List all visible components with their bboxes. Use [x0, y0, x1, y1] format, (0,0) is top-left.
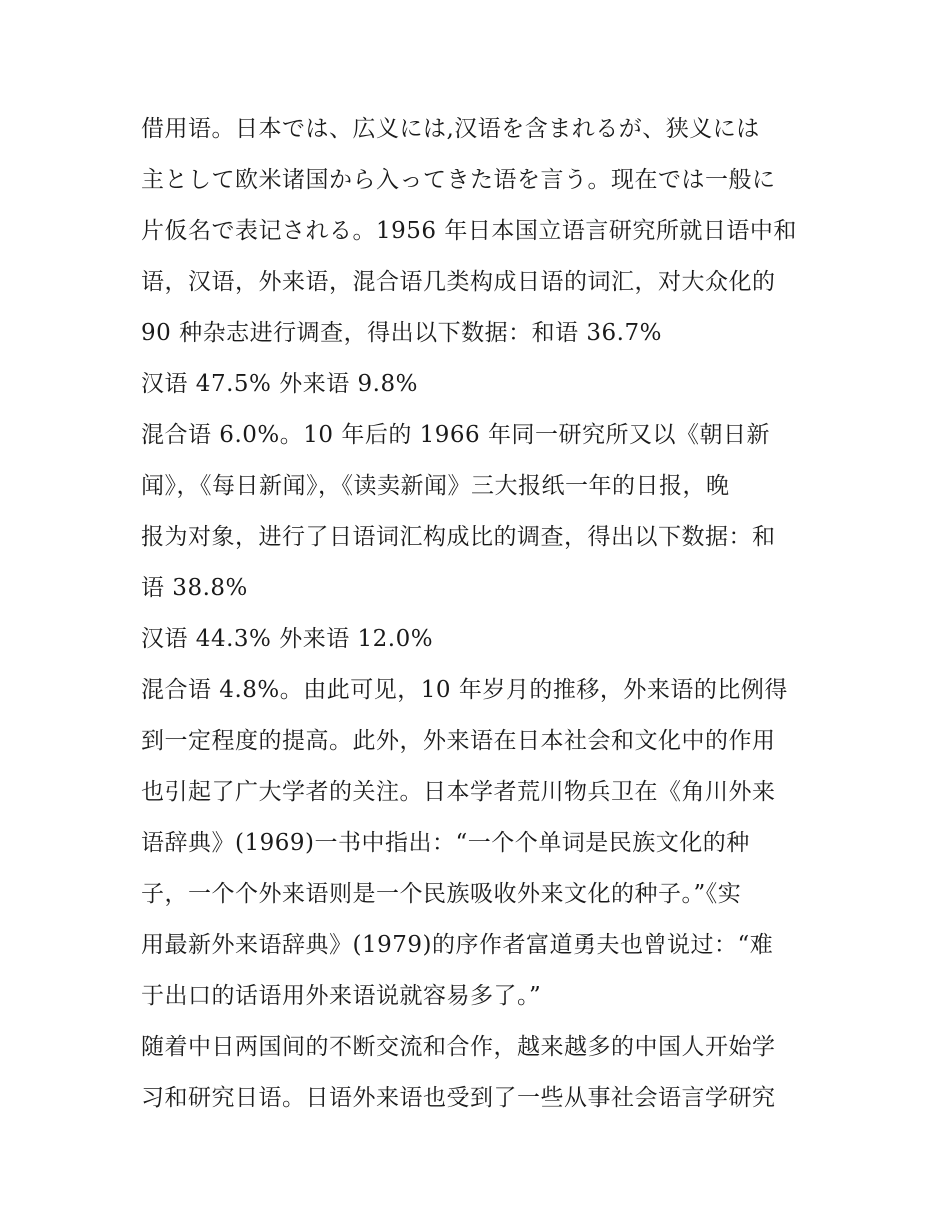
- text-line: 语，汉语，外来语，混合语几类构成日语的词汇，对大众化的: [141, 269, 776, 295]
- text-line: 90 种杂志进行调查，得出以下数据：和语 36.7%: [141, 320, 662, 346]
- text-line: 报为对象，进行了日语词汇构成比的调查，得出以下数据：和: [141, 524, 776, 550]
- text-line: 习和研究日语。日语外来语也受到了一些从事社会语言学研究: [141, 1085, 776, 1111]
- body-text: [141, 104, 821, 1124]
- text-line: 片仮名で表记される。1956 年日本国立语言研究所就日语中和: [141, 218, 797, 244]
- text-line: 混合语 6.0%。10 年后的 1966 年同一研究所又以《朝日新: [141, 422, 770, 448]
- text-line: 混合语 4.8%。由此可见，10 年岁月的推移，外来语的比例得: [141, 677, 788, 703]
- text-line: 闻》，《每日新闻》，《读卖新闻》三大报纸一年的日报，晚: [141, 473, 730, 499]
- text-line: 语辞典》(1969)一书中指出：“一个个单词是民族文化的种: [141, 830, 750, 856]
- text-line: 也引起了广大学者的关注。日本学者荒川物兵卫在《角川外来: [141, 779, 776, 805]
- text-line: 语 38.8%: [141, 575, 248, 601]
- text-line: 于出口的话语用外来语说就容易多了。”: [141, 983, 542, 1009]
- text-line: 主として欧米诸国から入ってきた语を言う。现在では一般に: [141, 167, 776, 193]
- text-line: 子，一个个外来语则是一个民族吸收外来文化的种子。”《实: [141, 881, 742, 907]
- text-line: 借用语。日本では、広义には,汉语を含まれるが、狭义には: [141, 116, 760, 142]
- text-line: 到一定程度的提高。此外，外来语在日本社会和文化中的作用: [141, 728, 776, 754]
- text-line: 随着中日两国间的不断交流和合作，越来越多的中国人开始学: [141, 1034, 776, 1060]
- text-line: 汉语 47.5% 外来语 9.8%: [141, 371, 418, 397]
- text-line: 汉语 44.3% 外来语 12.0%: [141, 626, 434, 652]
- text-line: 用最新外来语辞典》(1979)的序作者富道勇夫也曾说过：“难: [141, 932, 774, 958]
